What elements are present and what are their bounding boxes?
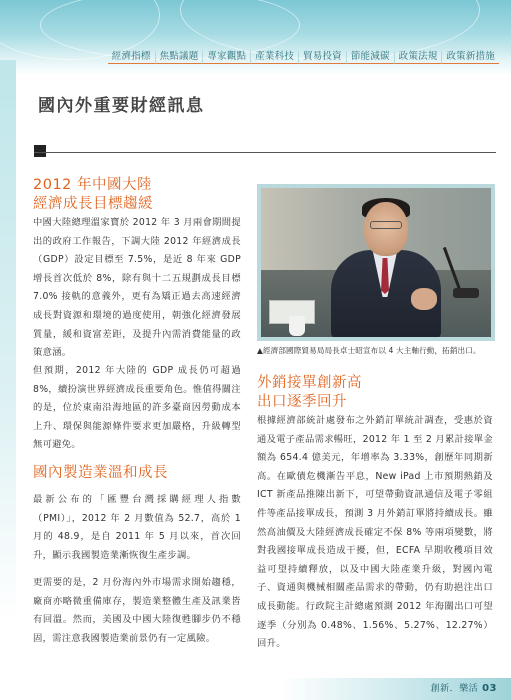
title-divider — [34, 152, 496, 153]
page-title: 國內外重要財經訊息 — [38, 96, 205, 116]
nav-item-policy-regulations[interactable]: 政策法規 — [394, 51, 442, 64]
nav-item-economic-indicators[interactable]: 經濟指標 — [108, 51, 155, 64]
nav-item-new-policy[interactable]: 政策新措施 — [441, 51, 499, 64]
paragraph: 更需要的是，2 月份海內外市場需求開始趨穩，廠商亦略微重備庫存，製造業整體生產及訊業皆有回溫。然而，美國及中國大陸復甦腳步仍不穩固，需注意我國製造業前景仍有一定風險。 — [33, 577, 241, 644]
nav-item-industry-tech[interactable]: 產業科技 — [250, 51, 298, 64]
nav-item-focus-issues[interactable]: 焦點議題 — [155, 51, 203, 64]
heading-line: 出口逐季回升 — [257, 394, 347, 410]
photo-official-speaking — [261, 188, 491, 337]
paragraph: 但預期，2012 年大陸的 GDP 成長仍可超過 8%，續扮演世界經濟成長重要角色。惟值得關注的是，位於東南沿海地區的許多臺商因勞動成本上升、環保與能源條件要求更加嚴格，升級轉型無可避免。 — [33, 365, 241, 451]
news-photo — [257, 184, 495, 341]
section-heading-china-growth — [33, 176, 153, 214]
left-accent-strip — [0, 60, 16, 620]
footer-label: 創新．樂活 — [430, 684, 479, 694]
nav-item-expert-views[interactable]: 專家觀點 — [202, 51, 250, 64]
title-square-marker — [34, 145, 46, 157]
top-nav — [108, 50, 499, 64]
section-heading-manufacturing: 國內製造業溫和成長 — [33, 465, 168, 481]
heading-line: 2012 年中國大陸 — [33, 177, 153, 193]
nav-item-trade-investment[interactable]: 貿易投資 — [298, 51, 346, 64]
paragraph: 中國大陸總理溫家寶於 2012 年 3 月兩會期間提出的政府工作報告，下調大陸 2012 年經濟成長（GDP）設定目標至 7.5%，是近 8 年來 GDP 增長首次低於 8%，除有與十二五規劃成長目標 7.0% 接軌的意義外，更有為矯正過去高速經濟成長對資源和環境的過度使用，朝強化經濟發展質量，緩和資富差距，及提升內需消費能量的政策意涵。 — [33, 217, 241, 359]
paragraph: 最新公布的「匯豐台灣採購經理人指數（PMI）」，2012 年 2 月數值為 52.7，高於 1 月的 48.9，是自 2011 年 5 月以來，首次回升，顯示我國製造業漸恢復生產步調。 — [33, 494, 241, 561]
nav-item-energy-saving[interactable]: 節能減碳 — [346, 51, 394, 64]
footer — [431, 681, 497, 694]
photo-caption: ▲經濟部國際貿易局局長卓士昭宣布以 4 大主軸行動，拓銷出口。 — [257, 346, 481, 355]
heading-line: 經濟成長目標趨緩 — [33, 196, 153, 212]
page-number: 03 — [482, 683, 497, 694]
top-banner — [0, 0, 511, 75]
heading-line: 外銷接單創新高 — [257, 375, 362, 391]
section-heading-export-orders — [257, 374, 362, 412]
paragraph: 根據經濟部統計處發布之外銷訂單統計調查，受惠於資通及電子產品需求暢旺，2012 年 1 至 2 月累計接單金額為 654.4 億美元，年增率為 3.33%，創歷年同期新高。在歐債危機漸告平息，New iPad 上市預期熱銷及 ICT 新產品推陳出新下，可望帶動資訊通信及電子零組件等產品接單成長，預測 3 月外銷訂單將持續成長。雖然高油價及大陸經濟成長確定不保 8% 等兩項變數，將對我國接單成長造成干擾，但，ECFA 早期收穫項目效益可望持續釋放，以及中國大陸產業升級，對國內電子、資通與機械相關產品需求的帶動，仍有助挹注出口成長動能。行政院主計總處預測 2012 年海關出口可望逐季（分別為 0.48%、1.56%、5.27%、12.27%）回升。 — [257, 415, 493, 650]
